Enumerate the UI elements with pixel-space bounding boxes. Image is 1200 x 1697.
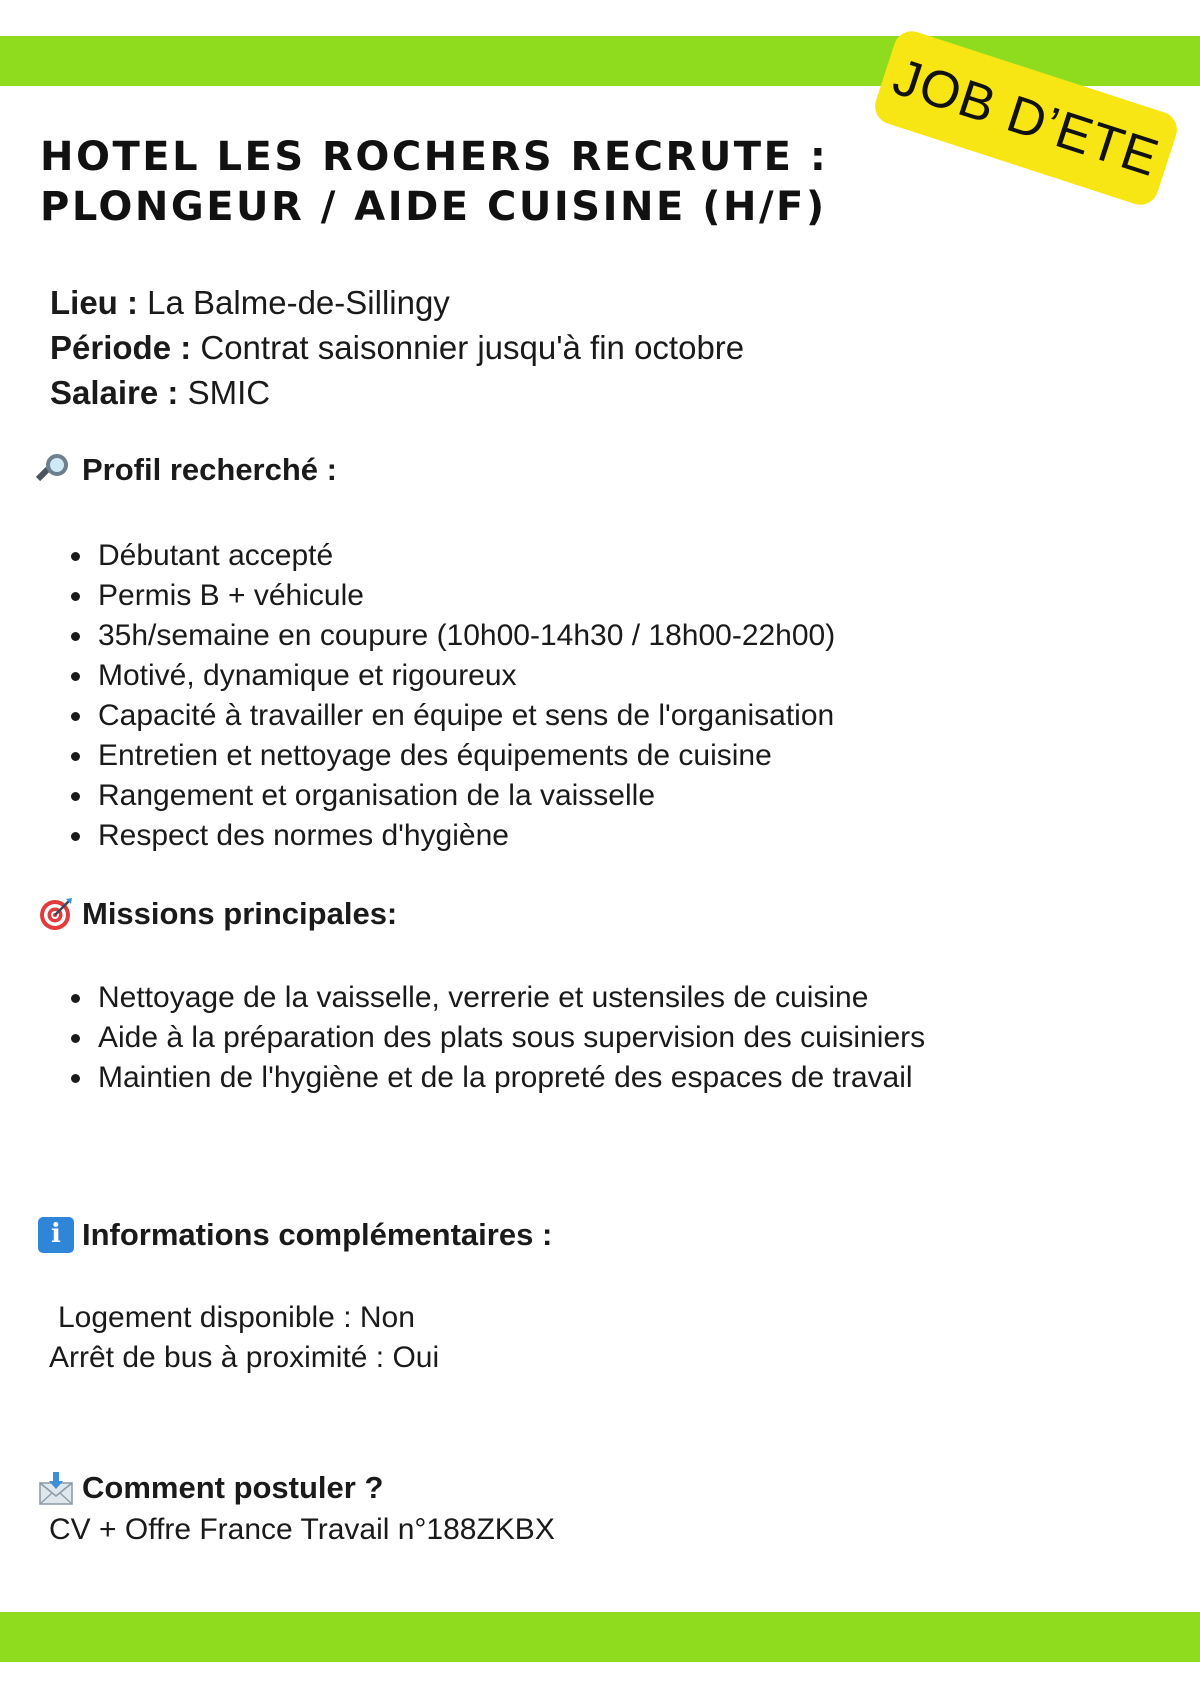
list-item: Motivé, dynamique et rigoureux	[62, 656, 835, 696]
list-item: Nettoyage de la vaisselle, verrerie et ustensiles de cuisine	[62, 978, 925, 1018]
title-line-2: PLONGEUR / AIDE CUISINE (H/F)	[40, 184, 827, 230]
target-icon	[38, 896, 74, 932]
bottom-green-band	[0, 1612, 1200, 1662]
detail-salaire	[50, 370, 744, 415]
list-item: Aide à la préparation des plats sous supervision des cuisiniers	[62, 1018, 925, 1058]
list-item: Maintien de l'hygiène et de la propreté des espaces de travail	[62, 1058, 925, 1098]
missions-heading	[38, 896, 397, 932]
detail-lieu-label: Lieu :	[50, 284, 138, 321]
logement-info: Logement disponible : Non	[58, 1301, 415, 1334]
profil-heading-text: Profil recherché :	[82, 452, 337, 487]
job-details	[50, 280, 744, 415]
detail-salaire-value: SMIC	[187, 374, 271, 411]
detail-periode-label: Période :	[50, 329, 192, 366]
infos-heading	[38, 1217, 552, 1253]
detail-salaire-label: Salaire :	[50, 374, 179, 411]
title-line-1: HOTEL LES ROCHERS RECRUTE :	[40, 134, 829, 180]
postuler-heading-text: Comment postuler ?	[82, 1470, 384, 1505]
information-icon: i	[38, 1217, 74, 1253]
detail-lieu-value: La Balme-de-Sillingy	[147, 284, 450, 321]
envelope-icon	[38, 1470, 74, 1506]
list-item: Débutant accepté	[62, 536, 835, 576]
list-item: Permis B + véhicule	[62, 576, 835, 616]
infos-heading-text: Informations complémentaires :	[82, 1217, 553, 1252]
profil-list	[62, 536, 835, 856]
missions-heading-text: Missions principales:	[82, 896, 398, 931]
list-item: Capacité à travailler en équipe et sens de l'organisation	[62, 696, 835, 736]
apply-text: CV + Offre France Travail n°188ZKBX	[49, 1513, 555, 1546]
magnifying-glass-icon	[38, 452, 74, 488]
postuler-heading	[38, 1470, 383, 1506]
detail-periode-value: Contrat saisonnier jusqu'à fin octobre	[200, 329, 745, 366]
list-item: Entretien et nettoyage des équipements de cuisine	[62, 736, 835, 776]
list-item: 35h/semaine en coupure (10h00-14h30 / 18h00-22h00)	[62, 616, 835, 656]
detail-periode	[50, 325, 744, 370]
profil-heading	[38, 452, 337, 488]
missions-list	[62, 978, 925, 1098]
list-item: Respect des normes d'hygiène	[62, 816, 835, 856]
detail-lieu	[50, 280, 744, 325]
badge-text: JOB D’ETE	[886, 47, 1166, 189]
bus-info: Arrêt de bus à proximité : Oui	[49, 1341, 440, 1374]
list-item: Rangement et organisation de la vaisselle	[62, 776, 835, 816]
page-title	[40, 132, 828, 232]
